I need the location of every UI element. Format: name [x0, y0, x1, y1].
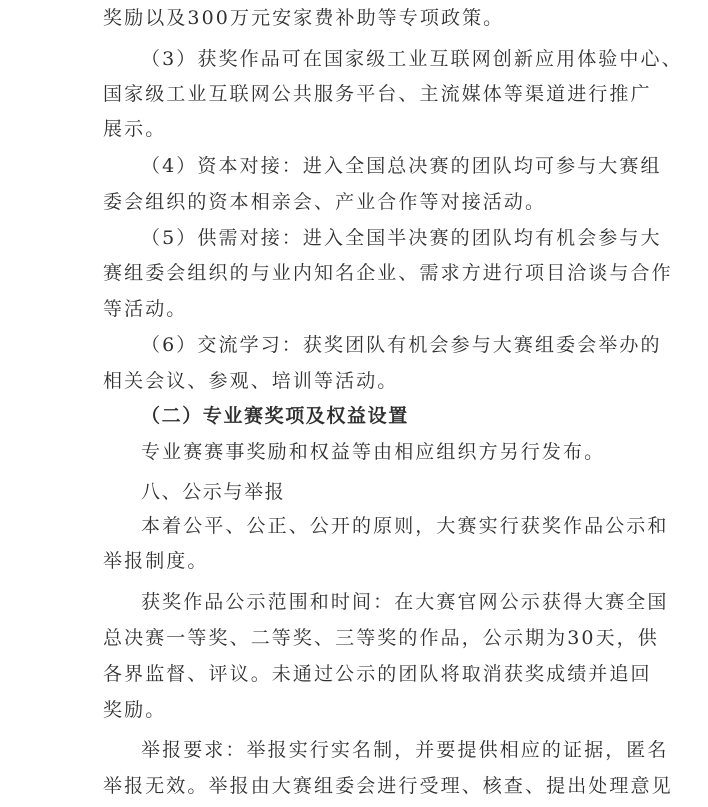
body-text-line: 举报要求：举报实行实名制，并要提供相应的证据，匿名 [141, 739, 669, 761]
body-text-line: 国家级工业互联网公共服务平台、主流媒体等渠道进行推广 [103, 83, 652, 105]
section-heading-2: （二）专业赛奖项及权益设置 [141, 405, 409, 427]
section-heading-8: 八、公示与举报 [141, 481, 286, 503]
body-text-line: 奖励。 [103, 699, 167, 721]
list-item-4: （4）资本对接：进入全国总决赛的团队均可参与大赛组 [141, 155, 662, 177]
list-item-6: （6）交流学习：获奖团队有机会参与大赛组委会举办的 [141, 334, 662, 356]
body-text-line: 奖励以及300万元安家费补助等专项政策。 [103, 7, 505, 29]
body-text-line: 获奖作品公示范围和时间：在大赛官网公示获得大赛全国 [141, 591, 669, 613]
list-item-3: （3）获奖作品可在国家级工业互联网创新应用体验中心、 [141, 48, 683, 70]
body-text-line: 总决赛一等奖、二等奖、三等奖的作品，公示期为30天，供 [103, 627, 659, 649]
body-text-line: 举报制度。 [103, 550, 209, 572]
body-text-line: 等活动。 [103, 298, 188, 320]
body-text-line: 赛组委会组织的与业内知名企业、需求方进行项目洽谈与合作 [103, 262, 673, 284]
body-text-line: 本着公平、公正、公开的原则，大赛实行获奖作品公示和 [141, 515, 669, 537]
body-text-line: 展示。 [103, 118, 167, 140]
body-text-line: 相关会议、参观、培训等活动。 [103, 370, 399, 392]
body-text-line: 各界监督、评议。未通过公示的团队将取消获奖成绩并追回 [103, 663, 652, 685]
body-text-line: 专业赛赛事奖励和权益等由相应组织方另行发布。 [141, 441, 606, 463]
body-text-line: 举报无效。举报由大赛组委会进行受理、核查、提出处理意见 [103, 775, 673, 797]
list-item-5: （5）供需对接：进入全国半决赛的团队均有机会参与大 [141, 227, 662, 249]
body-text-line: 委会组织的资本相亲会、产业合作等对接活动。 [103, 191, 547, 213]
